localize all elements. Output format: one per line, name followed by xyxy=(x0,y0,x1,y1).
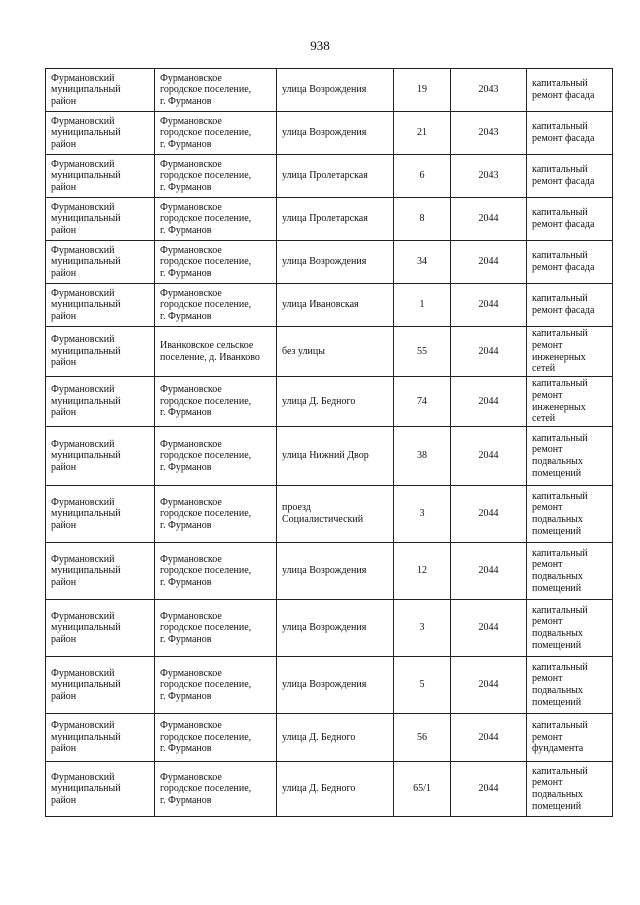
district-cell: Фурмановский муниципальный район xyxy=(46,69,155,112)
house-number-cell: 1 xyxy=(394,284,451,327)
year-cell: 2044 xyxy=(451,600,527,657)
table-row xyxy=(46,377,613,427)
house-number-cell: 12 xyxy=(394,543,451,600)
work-type-cell: капитальный ремонт подвальных помещений xyxy=(527,657,613,714)
settlement-cell: Фурмановское городское поселение, г. Фурманов xyxy=(155,377,277,427)
district-cell: Фурмановский муниципальный район xyxy=(46,327,155,377)
street-cell: улица Д. Бедного xyxy=(277,762,394,817)
street-cell: без улицы xyxy=(277,327,394,377)
year-cell: 2044 xyxy=(451,427,527,486)
district-cell: Фурмановский муниципальный район xyxy=(46,600,155,657)
district-cell: Фурмановский муниципальный район xyxy=(46,427,155,486)
settlement-cell: Фурмановское городское поселение, г. Фурманов xyxy=(155,714,277,762)
year-cell: 2043 xyxy=(451,69,527,112)
table-row xyxy=(46,486,613,543)
work-type-cell: капитальный ремонт фасада xyxy=(527,284,613,327)
street-cell: улица Пролетарская xyxy=(277,155,394,198)
settlement-cell: Фурмановское городское поселение, г. Фурманов xyxy=(155,112,277,155)
work-type-cell: капитальный ремонт фасада xyxy=(527,112,613,155)
work-type-cell: капитальный ремонт подвальных помещений xyxy=(527,427,613,486)
table-row xyxy=(46,198,613,241)
table-row xyxy=(46,762,613,817)
house-number-cell: 5 xyxy=(394,657,451,714)
work-type-cell: капитальный ремонт подвальных помещений xyxy=(527,543,613,600)
house-number-cell: 21 xyxy=(394,112,451,155)
table-row xyxy=(46,714,613,762)
year-cell: 2044 xyxy=(451,543,527,600)
page-number: 938 xyxy=(310,38,330,53)
year-cell: 2044 xyxy=(451,198,527,241)
house-number-cell: 19 xyxy=(394,69,451,112)
house-number-cell: 6 xyxy=(394,155,451,198)
work-type-cell: капитальный ремонт фасада xyxy=(527,198,613,241)
district-cell: Фурмановский муниципальный район xyxy=(46,284,155,327)
house-number-cell: 34 xyxy=(394,241,451,284)
table-row xyxy=(46,284,613,327)
street-cell: улица Возрождения xyxy=(277,657,394,714)
table-row xyxy=(46,155,613,198)
year-cell: 2044 xyxy=(451,284,527,327)
year-cell: 2044 xyxy=(451,714,527,762)
work-type-cell: капитальный ремонт фасада xyxy=(527,69,613,112)
year-cell: 2044 xyxy=(451,762,527,817)
settlement-cell: Фурмановское городское поселение, г. Фурманов xyxy=(155,657,277,714)
house-number-cell: 65/1 xyxy=(394,762,451,817)
house-number-cell: 74 xyxy=(394,377,451,427)
repair-schedule-table xyxy=(45,68,613,817)
district-cell: Фурмановский муниципальный район xyxy=(46,486,155,543)
year-cell: 2043 xyxy=(451,155,527,198)
street-cell: улица Возрождения xyxy=(277,69,394,112)
district-cell: Фурмановский муниципальный район xyxy=(46,241,155,284)
table-row xyxy=(46,112,613,155)
settlement-cell: Фурмановское городское поселение, г. Фурманов xyxy=(155,241,277,284)
street-cell: улица Нижний Двор xyxy=(277,427,394,486)
settlement-cell: Фурмановское городское поселение, г. Фурманов xyxy=(155,427,277,486)
street-cell: улица Ивановская xyxy=(277,284,394,327)
work-type-cell: капитальный ремонт фасада xyxy=(527,241,613,284)
district-cell: Фурмановский муниципальный район xyxy=(46,155,155,198)
street-cell: улица Д. Бедного xyxy=(277,714,394,762)
work-type-cell: капитальный ремонт фасада xyxy=(527,155,613,198)
district-cell: Фурмановский муниципальный район xyxy=(46,112,155,155)
settlement-cell: Фурмановское городское поселение, г. Фурманов xyxy=(155,155,277,198)
house-number-cell: 8 xyxy=(394,198,451,241)
street-cell: улица Возрождения xyxy=(277,241,394,284)
district-cell: Фурмановский муниципальный район xyxy=(46,377,155,427)
street-cell: проезд Социалистический xyxy=(277,486,394,543)
table-row xyxy=(46,600,613,657)
district-cell: Фурмановский муниципальный район xyxy=(46,657,155,714)
street-cell: улица Возрождения xyxy=(277,112,394,155)
year-cell: 2044 xyxy=(451,327,527,377)
street-cell: улица Пролетарская xyxy=(277,198,394,241)
settlement-cell: Фурмановское городское поселение, г. Фурманов xyxy=(155,543,277,600)
year-cell: 2044 xyxy=(451,241,527,284)
work-type-cell: капитальный ремонт подвальных помещений xyxy=(527,486,613,543)
work-type-cell: капитальный ремонт инженерных сетей xyxy=(527,377,613,427)
settlement-cell: Фурмановское городское поселение, г. Фурманов xyxy=(155,762,277,817)
table-row xyxy=(46,69,613,112)
house-number-cell: 56 xyxy=(394,714,451,762)
settlement-cell: Иванковское сельское поселение, д. Иванково xyxy=(155,327,277,377)
table-row xyxy=(46,327,613,377)
district-cell: Фурмановский муниципальный район xyxy=(46,762,155,817)
work-type-cell: капитальный ремонт инженерных сетей xyxy=(527,327,613,377)
settlement-cell: Фурмановское городское поселение, г. Фурманов xyxy=(155,600,277,657)
settlement-cell: Фурмановское городское поселение, г. Фурманов xyxy=(155,284,277,327)
district-cell: Фурмановский муниципальный район xyxy=(46,714,155,762)
year-cell: 2043 xyxy=(451,112,527,155)
settlement-cell: Фурмановское городское поселение, г. Фурманов xyxy=(155,69,277,112)
district-cell: Фурмановский муниципальный район xyxy=(46,543,155,600)
house-number-cell: 55 xyxy=(394,327,451,377)
table-row xyxy=(46,241,613,284)
work-type-cell: капитальный ремонт подвальных помещений xyxy=(527,600,613,657)
work-type-cell: капитальный ремонт фундамента xyxy=(527,714,613,762)
settlement-cell: Фурмановское городское поселение, г. Фурманов xyxy=(155,486,277,543)
house-number-cell: 3 xyxy=(394,486,451,543)
year-cell: 2044 xyxy=(451,486,527,543)
street-cell: улица Возрождения xyxy=(277,600,394,657)
house-number-cell: 3 xyxy=(394,600,451,657)
table-row xyxy=(46,657,613,714)
house-number-cell: 38 xyxy=(394,427,451,486)
street-cell: улица Возрождения xyxy=(277,543,394,600)
year-cell: 2044 xyxy=(451,657,527,714)
settlement-cell: Фурмановское городское поселение, г. Фурманов xyxy=(155,198,277,241)
table-row xyxy=(46,543,613,600)
table-row xyxy=(46,427,613,486)
year-cell: 2044 xyxy=(451,377,527,427)
street-cell: улица Д. Бедного xyxy=(277,377,394,427)
district-cell: Фурмановский муниципальный район xyxy=(46,198,155,241)
work-type-cell: капитальный ремонт подвальных помещений xyxy=(527,762,613,817)
